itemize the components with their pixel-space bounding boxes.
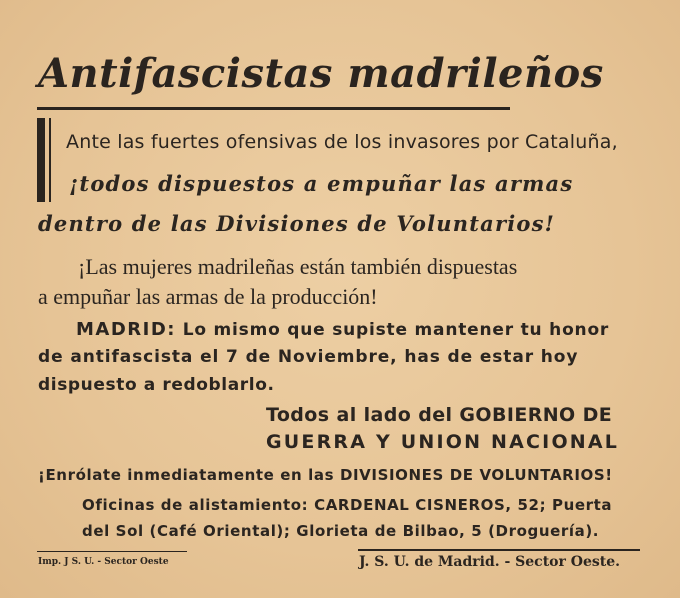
call-to-arms-line-1: ¡todos dispuestos a empuñar las armas (69, 171, 574, 196)
madrid-line-2: de antifascista el 7 de Noviembre, has de estar hoy (38, 347, 579, 367)
madrid-line-3: dispuesto a redoblarlo. (38, 375, 275, 395)
call-to-arms-line-2: dentro de las Divisiones de Voluntarios! (38, 211, 556, 236)
government-line-2: GUERRA Y UNION NACIONAL (266, 431, 620, 453)
women-text-line-2: a empuñar las armas de la producción! (38, 284, 378, 309)
offices-line-1: Oficinas de alistamiento: CARDENAL CISNEROS, 52; Puerta (82, 496, 613, 514)
government-line-1: Todos al lado del GOBIERNO DE (266, 404, 613, 426)
footer-left-rule (37, 551, 187, 552)
title-underline (37, 107, 510, 110)
publisher-credit: J. S. U. de Madrid. - Sector Oeste. (359, 554, 620, 570)
madrid-lead: MADRID: (76, 319, 176, 340)
women-text-line-1: ¡Las mujeres madrileñas están también dispuestas (78, 254, 518, 279)
enlist-text: ¡Enrólate inmediatamente en las DIVISIONES DE VOLUNTARIOS! (38, 466, 613, 484)
poster-title: Antifascistas madrileños (38, 50, 604, 97)
side-bar (37, 118, 45, 202)
side-bar-thin (49, 118, 51, 202)
printer-credit: Imp. J S. U. - Sector Oeste (38, 557, 169, 567)
offices-line-2: del Sol (Café Oriental); Glorieta de Bilbao, 5 (Droguería). (82, 522, 600, 540)
madrid-line-1 (76, 319, 609, 340)
footer-right-rule (358, 549, 640, 551)
madrid-line-1-text: Lo mismo que supiste mantener tu honor (182, 320, 610, 340)
intro-text: Ante las fuertes ofensivas de los invasores por Cataluña, (66, 131, 618, 153)
